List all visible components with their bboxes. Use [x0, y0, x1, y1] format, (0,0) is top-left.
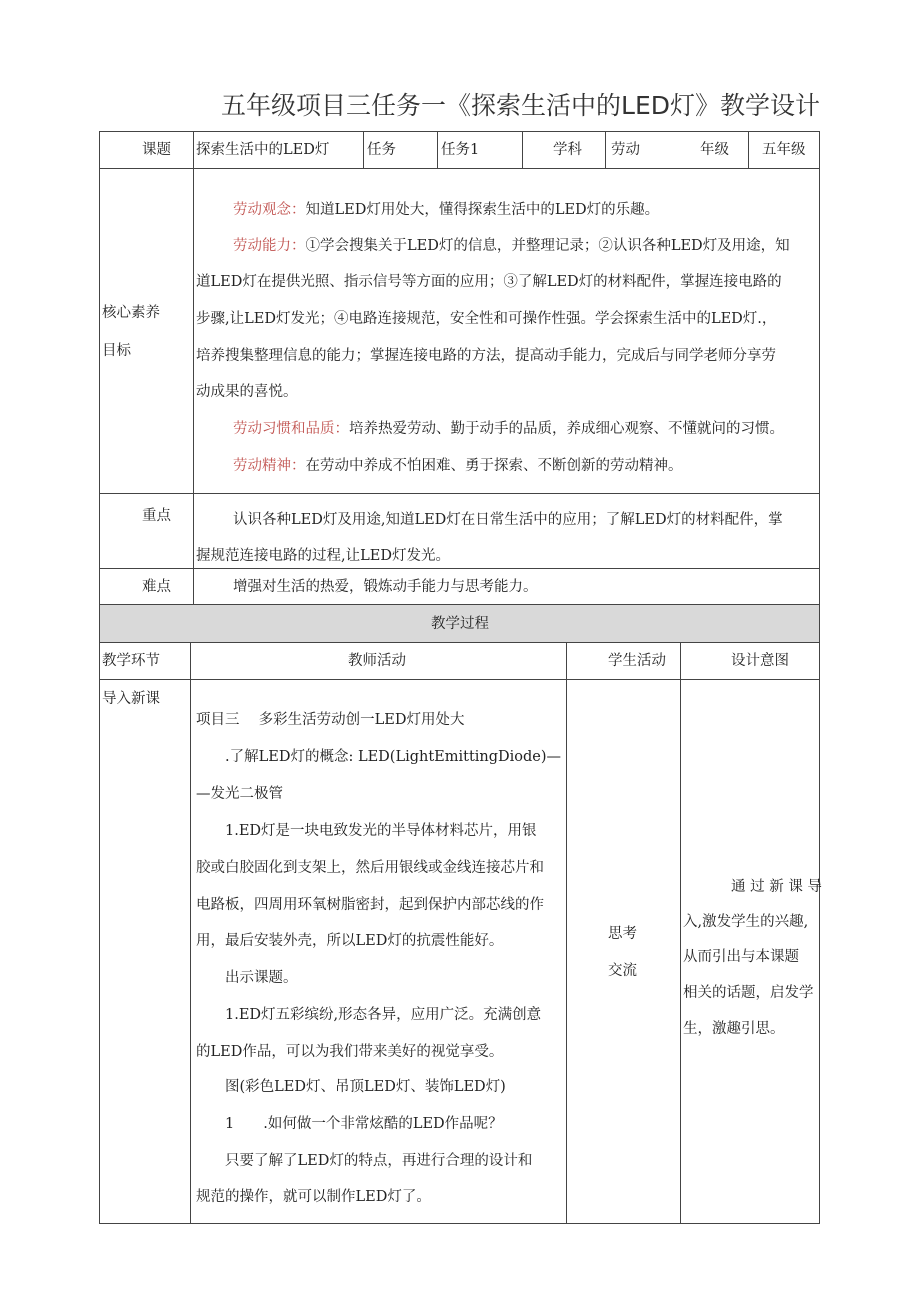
intent-line: 入,激发学生的兴趣, [683, 914, 809, 930]
teacher-line: 只要了解了LED灯的特点，再进行合理的设计和 [196, 1153, 533, 1169]
ability-line [233, 237, 790, 255]
teacher-line: 项目三 多彩生活劳动创一LED灯用处大 [196, 712, 465, 728]
spirit-text: 在劳动中养成不怕困难、勇于探索、不断创新的劳动精神。 [305, 458, 683, 474]
literacy-label: 目标 [102, 343, 131, 359]
teacher-line: 规范的操作，就可以制作LED灯了。 [196, 1189, 431, 1205]
habit-label: 劳动习惯和品质： [233, 421, 349, 437]
teacher-line: 1.ED灯五彩缤纷,形态各异，应用广泛。充满创意 [196, 1007, 542, 1023]
subject-label: 学科 [553, 142, 582, 158]
habit-text: 培养热爱劳动、勤于动手的品质，养成细心观察、不懂就问的习惯。 [349, 421, 784, 437]
habit-line [233, 420, 784, 438]
col-teacher-header: 教师活动 [348, 653, 406, 669]
col-intent-header: 设计意图 [731, 653, 789, 669]
grade-value: 五年级 [762, 142, 806, 158]
concept-label: 劳动观念： [233, 202, 306, 218]
concept-text: 知道LED灯用处大，懂得探索生活中的LED灯的乐趣。 [305, 202, 660, 218]
course-value: 探索生活中的LED灯 [196, 142, 330, 158]
ability-line: 培养搜集整理信息的能力；掌握连接电路的方法，提高动手能力，完成后与同学老师分享劳 [196, 348, 776, 364]
intent-line: 生，激趣引思。 [683, 1021, 785, 1037]
teacher-line: 的LED作品，可以为我们带来美好的视觉享受。 [196, 1044, 504, 1060]
column-divider [566, 642, 567, 1224]
column-divider [193, 131, 194, 605]
key-points-text: 认识各种LED灯及用途,知道LED灯在日常生活中的应用；了解LED灯的材料配件，掌 [233, 512, 783, 528]
ability-text: ①学会搜集关于LED灯的信息，并整理记录；②认识各种LED灯及用途，知 [305, 238, 790, 254]
column-divider [190, 642, 191, 1224]
literacy-label: 核心素养 [102, 305, 160, 321]
task-label: 任务 [367, 142, 396, 158]
col-student-header: 学生活动 [608, 653, 666, 669]
row-divider [99, 168, 820, 169]
row-divider [99, 493, 820, 494]
student-activity: 思考 [608, 926, 637, 942]
column-divider [605, 131, 606, 169]
process-heading: 教学过程 [431, 616, 489, 632]
intent-line: 从而引出与本课题 [683, 949, 799, 965]
teacher-line: .了解LED灯的概念: LED(LightEmittingDiode)— [196, 749, 562, 765]
key-points-text: 握规范连接电路的过程,让LED灯发光。 [196, 548, 450, 564]
teacher-line: 胶或白胶固化到支架上，然后用银线或金线连接芯片和 [196, 860, 544, 876]
ability-label: 劳动能力： [233, 238, 306, 254]
ability-line: 道LED灯在提供光照、指示信号等方面的应用；③了解LED灯的材料配件，掌握连接电路的 [196, 274, 782, 290]
row-divider [99, 568, 820, 569]
intent-line: 相关的话题，启发学 [683, 985, 814, 1001]
teacher-line: —发光二极管 [196, 786, 283, 802]
row-divider [99, 679, 820, 680]
subject-value: 劳动 [611, 142, 640, 158]
column-divider [437, 131, 438, 169]
teacher-line: 1.ED灯是一块电致发光的半导体材料芯片，用银 [196, 823, 537, 839]
ability-line: 步骤,让LED灯发光；④电路连接规范，安全性和可操作性强。学会探索生活中的LED灯.， [196, 311, 777, 327]
teacher-line: 电路板，四周用环氧树脂密封，起到保护内部芯线的作 [196, 897, 544, 913]
document-title: 五年级项目三任务一《探索生活中的LED灯》教学设计 [221, 91, 820, 120]
spirit-label: 劳动精神： [233, 458, 306, 474]
teacher-line: 图(彩色LED灯、吊顶LED灯、装饰LED灯) [196, 1079, 506, 1095]
course-label: 课题 [142, 142, 171, 158]
column-divider [748, 131, 749, 169]
spirit-line [233, 457, 683, 475]
column-divider [363, 131, 364, 169]
column-divider [680, 642, 681, 1224]
teacher-line: 用，最后安装外壳，所以LED灯的抗震性能好。 [196, 933, 504, 949]
teacher-line: 出示课题。 [196, 970, 298, 986]
difficulty-label: 难点 [142, 579, 171, 595]
teacher-line: 1 .如何做一个非常炫酷的LED作品呢？ [196, 1116, 503, 1132]
ability-line: 动成果的喜悦。 [196, 384, 298, 400]
student-activity: 交流 [608, 963, 637, 979]
key-points-label: 重点 [142, 508, 171, 524]
difficulty-text: 增强对生活的热爱，锻炼动手能力与思考能力。 [233, 579, 538, 595]
col-stage-header: 教学环节 [102, 653, 160, 669]
grade-label: 年级 [700, 142, 729, 158]
concept-line [233, 201, 659, 219]
intent-line: 通 过 新 课 导 [731, 879, 822, 895]
row-divider [99, 604, 820, 605]
row-divider [99, 642, 820, 643]
task-value: 任务1 [441, 142, 480, 158]
column-divider [522, 131, 523, 169]
stage-intro: 导入新课 [102, 691, 160, 707]
